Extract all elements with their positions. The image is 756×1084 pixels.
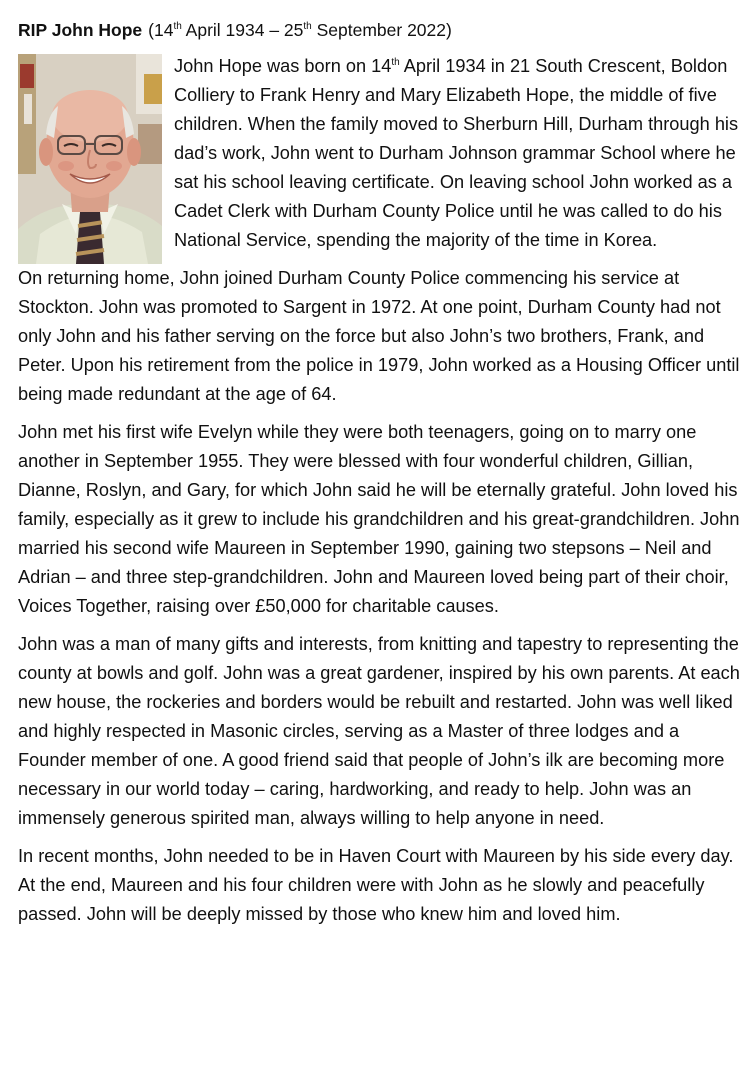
dates-middle: April 1934 – 25 <box>181 20 304 40</box>
paragraph-birth <box>18 52 748 255</box>
obituary-page <box>18 0 748 938</box>
paragraph-interests: John was a man of many gifts and interests, from knitting and tapestry to representing the county at bowls and golf. John was a great gardener, inspired by his own parents. At each new house, the rockeries and borders would be rebuilt and restarted. John was well liked and highly respected in Masonic circles, serving as a Master of three lodges and a Founder member of one. A good friend said that people of John’s ilk are becoming more necessary in our world today – caring, hardworking, and ready to help. John was an immensely generous spirited man, always willing to help anyone in need. <box>18 634 740 828</box>
paragraph-final-months: In recent months, John needed to be in Haven Court with Maureen by his side every day. At the end, Maureen and his four children were with John as he slowly and peacefully passed. John will be deeply missed by those who knew him and loved him. <box>18 846 734 924</box>
dates-ordinal-2: th <box>303 21 312 32</box>
paragraph-birth-text-a: John Hope was born on 14 <box>174 56 392 76</box>
portrait-image <box>18 54 162 264</box>
title-line <box>18 18 748 42</box>
paragraph-family: John met his first wife Evelyn while they were both teenagers, going on to marry one another in September 1955. They were blessed with four wonderful children, Gillian, Dianne, Roslyn, and Gary, for which John said he will be eternally grateful. John loved his family, especially as it grew to include his grandchildren and his great-grandchildren. John married his second wife Maureen in September 1990, gaining two stepsons – Neil and Adrian – and three step-grandchildren. John and Maureen loved being part of their choir, Voices Together, raising over £50,000 for charitable causes. <box>18 422 740 616</box>
dates-prefix: (14 <box>148 20 174 40</box>
page-title: RIP John Hope <box>18 20 143 40</box>
paragraph-birth-ordinal: th <box>391 57 400 68</box>
portrait-photo <box>18 54 162 264</box>
dates-suffix: September 2022) <box>311 20 452 40</box>
life-dates <box>148 20 452 40</box>
paragraph-police-career: On returning home, John joined Durham County Police commencing his service at Stockton. John was promoted to Sargent in 1972. At one point, Durham County had not only John and his father serving on the force but also John’s two brothers, Frank, and Peter. Upon his retirement from the police in 1979, John worked as a Housing Officer until being made redundant at the age of 64. <box>18 268 740 404</box>
dates-ordinal-1: th <box>173 21 182 32</box>
paragraph-birth-text-b: April 1934 in 21 South Crescent, Boldon Colliery to Frank Henry and Mary Elizabeth Hope, the middle of five children. When the family moved to Sherburn Hill, Durham through his dad’s work, John went to Durham Johnson grammar School where he sat his school leaving certificate. On leaving school John worked as a Cadet Clerk with Durham County Police until he was called to do his National Service, spending the majority of the time in Korea. <box>174 56 739 250</box>
